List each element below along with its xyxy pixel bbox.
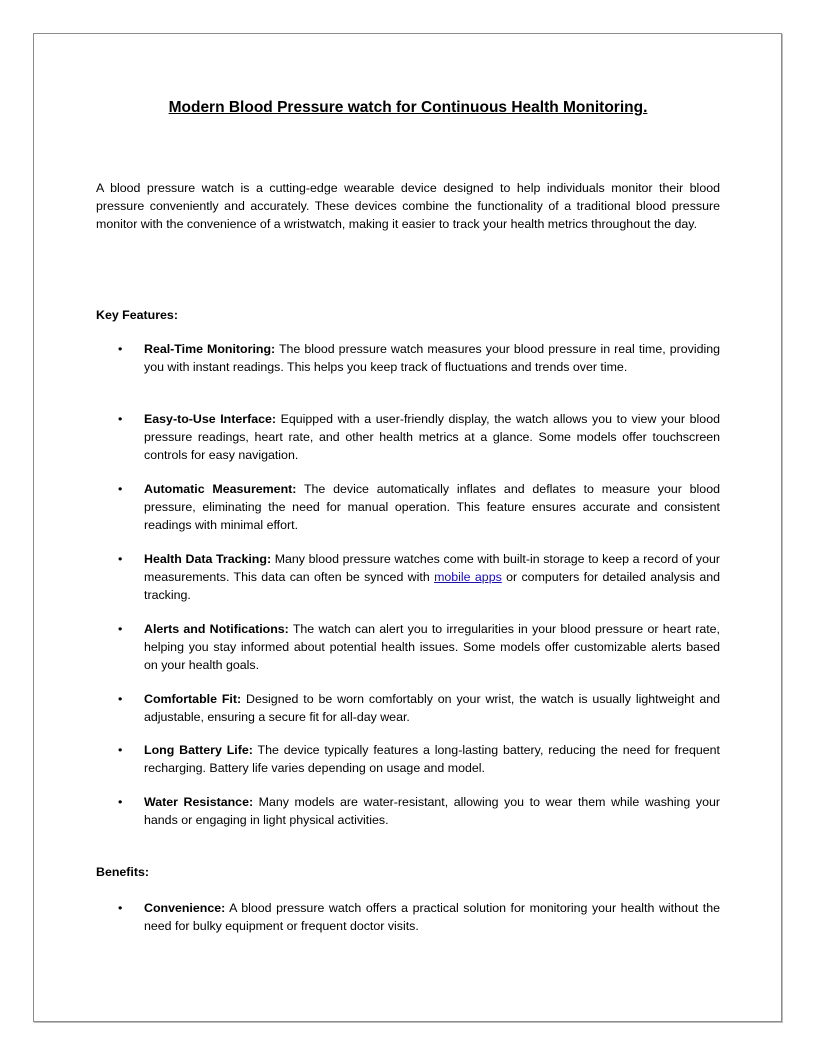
feature-term: Alerts and Notifications: [144,622,289,636]
bullet-icon: • [118,901,123,915]
list-item-convenience [96,899,720,935]
feature-term: Health Data Tracking: [144,552,272,566]
bullet-icon: • [118,692,123,706]
list-item-real-time-monitoring [96,340,720,376]
list-item-health-data-tracking [96,550,720,604]
bullet-icon: • [118,482,123,496]
list-item-comfortable-fit [96,690,720,726]
list-item-water-resistance [96,793,720,829]
feature-text: The device automatically inflates and deflates to measure your blood pressure, eliminating the need for manual operation. This feature ensures accurate and consistent readings with minimal effort. [144,482,720,532]
feature-term: Comfortable Fit: [144,692,242,706]
list-item-easy-to-use-interface [96,410,720,464]
bullet-icon: • [118,342,123,356]
benefit-text: A blood pressure watch offers a practical solution for monitoring your health without the need for bulky equipment or frequent doctor visits. [144,901,720,933]
feature-text: The watch can alert you to irregularities in your blood pressure or heart rate, helping you stay informed about potential health issues. Some models offer customizable alerts based on your health goals. [144,622,720,672]
bullet-icon: • [118,552,123,566]
feature-text: Many blood pressure watches come with built-in storage to keep a record of your measurements. This data can often be synced with [144,552,720,584]
list-item-long-battery-life [96,741,720,777]
bullet-icon: • [118,795,123,809]
feature-text: or computers for detailed analysis and tracking. [144,570,721,602]
intro-paragraph: A blood pressure watch is a cutting-edge wearable device designed to help individuals monitor their blood pressure conveniently and accurately. These devices combine the functionality of a traditional blood pressure monitor with the convenience of a wristwatch, making it easier to track your health metrics throughout the day. [96,181,720,231]
feature-text: The device typically features a long-lasting battery, reducing the need for frequent recharging. Battery life varies depending on usage and model. [144,743,720,775]
feature-term: Automatic Measurement: [144,482,297,496]
mobile-apps-link[interactable]: mobile apps [434,570,502,584]
feature-text: The blood pressure watch measures your blood pressure in real time, providing you with instant readings. This helps you keep track of fluctuations and trends over time. [144,342,720,374]
document-title: Modern Blood Pressure watch for Continuous Health Monitoring. [168,99,648,116]
list-item-alerts-and-notifications [96,620,720,674]
feature-term: Long Battery Life: [144,743,253,757]
feature-text: Designed to be worn comfortably on your wrist, the watch is usually lightweight and adjustable, ensuring a secure fit for all-day wear. [144,692,720,724]
feature-term: Water Resistance: [144,795,254,809]
feature-text: Many models are water-resistant, allowing you to wear them while washing your hands or engaging in light physical activities. [144,795,720,827]
bullet-icon: • [118,412,123,426]
list-item-automatic-measurement [96,480,720,534]
bullet-icon: • [118,743,123,757]
feature-text: Equipped with a user-friendly display, the watch allows you to view your blood pressure readings, heart rate, and other health metrics at a glance. Some models offer touchscreen controls for easy navigation. [144,412,720,462]
benefits-heading: Benefits: [96,865,150,879]
key-features-heading: Key Features: [96,308,178,322]
feature-term: Easy-to-Use Interface: [144,412,276,426]
feature-term: Real-Time Monitoring: [144,342,276,356]
benefit-term: Convenience: [144,901,226,915]
bullet-icon: • [118,622,123,636]
